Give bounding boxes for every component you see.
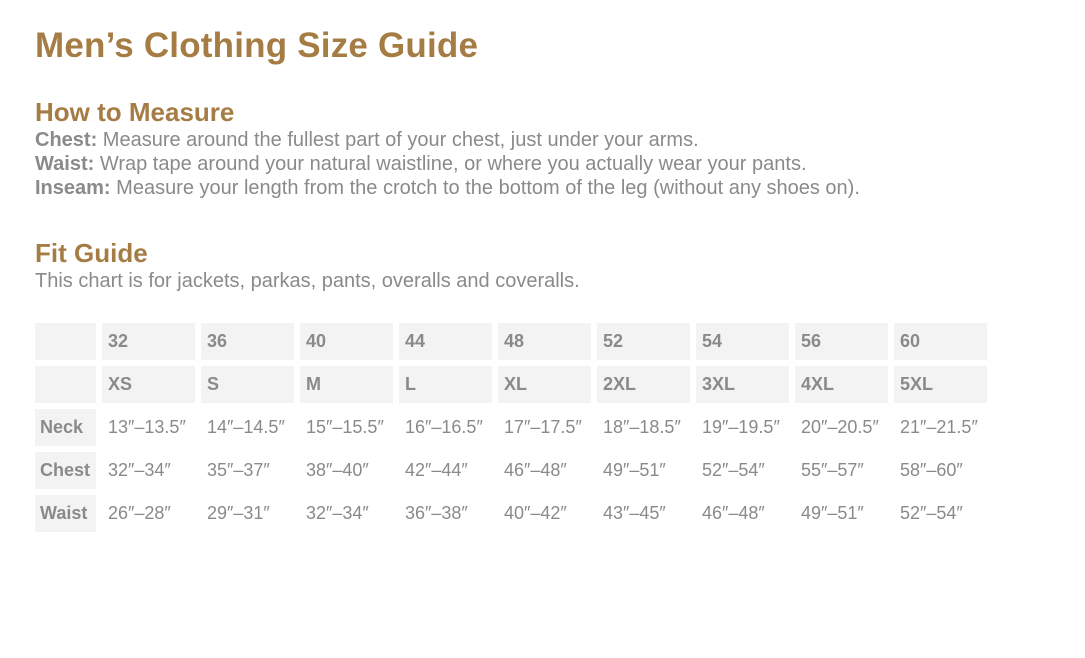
table-cell: 19″–19.5″ — [702, 417, 780, 437]
size-cell: 60 — [894, 323, 987, 360]
table-corner-cell — [35, 366, 96, 403]
table-cell: 21″–21.5″ — [900, 417, 978, 437]
measure-inseam-label: Inseam: — [35, 177, 111, 199]
size-cell: L — [399, 366, 492, 403]
table-cell: 32″–34″ — [306, 503, 369, 523]
table-cell: 16″–16.5″ — [405, 417, 483, 437]
size-cell: 52 — [597, 323, 690, 360]
table-cell: 29″–31″ — [207, 503, 270, 523]
measure-inseam — [35, 176, 1085, 200]
numeric-size-row — [35, 323, 987, 360]
size-cell: 56 — [795, 323, 888, 360]
table-cell: 20″–20.5″ — [801, 417, 879, 437]
size-cell: 4XL — [795, 366, 888, 403]
measure-waist-text: Wrap tape around your natural waistline, or where you actually wear your pants. — [99, 153, 807, 175]
size-cell: 44 — [399, 323, 492, 360]
table-cell: 42″–44″ — [405, 460, 468, 480]
size-cell: 32 — [102, 323, 195, 360]
table-cell: 58″–60″ — [900, 460, 963, 480]
letter-size-row — [35, 366, 987, 403]
measure-chest — [35, 128, 1085, 152]
table-cell: 52″–54″ — [702, 460, 765, 480]
table-row — [35, 409, 987, 446]
table-cell: 26″–28″ — [108, 503, 171, 523]
page-title: Men’s Clothing Size Guide — [35, 26, 479, 65]
table-cell: 35″–37″ — [207, 460, 270, 480]
size-cell: XS — [102, 366, 195, 403]
table-row — [35, 452, 987, 489]
size-cell: 40 — [300, 323, 393, 360]
table-row — [35, 495, 987, 532]
size-cell: 3XL — [696, 366, 789, 403]
table-cell: 15″–15.5″ — [306, 417, 384, 437]
size-cell: 5XL — [894, 366, 987, 403]
table-cell: 32″–34″ — [108, 460, 171, 480]
size-cell: XL — [498, 366, 591, 403]
row-header-waist: Waist — [35, 495, 96, 532]
table-cell: 43″–45″ — [603, 503, 666, 523]
table-cell: 40″–42″ — [504, 503, 567, 523]
fit-guide-heading: Fit Guide — [35, 238, 148, 268]
measure-waist — [35, 152, 1085, 176]
size-chart-table — [29, 317, 993, 538]
measure-chest-text: Measure around the fullest part of your chest, just under your arms. — [102, 129, 699, 151]
how-to-measure-heading: How to Measure — [35, 97, 235, 127]
row-header-neck: Neck — [35, 409, 96, 446]
row-header-chest: Chest — [35, 452, 96, 489]
table-cell: 17″–17.5″ — [504, 417, 582, 437]
table-cell: 52″–54″ — [900, 503, 963, 523]
table-cell: 14″–14.5″ — [207, 417, 285, 437]
table-cell: 46″–48″ — [504, 460, 567, 480]
table-cell: 18″–18.5″ — [603, 417, 681, 437]
table-cell: 49″–51″ — [603, 460, 666, 480]
table-cell: 38″–40″ — [306, 460, 369, 480]
table-corner-cell — [35, 323, 96, 360]
size-cell: 36 — [201, 323, 294, 360]
size-cell: S — [201, 366, 294, 403]
measure-chest-label: Chest: — [35, 129, 98, 151]
measure-inseam-text: Measure your length from the crotch to the bottom of the leg (without any shoes on). — [116, 177, 860, 199]
size-cell: M — [300, 366, 393, 403]
table-cell: 13″–13.5″ — [108, 417, 186, 437]
measure-waist-label: Waist: — [35, 153, 95, 175]
table-cell: 36″–38″ — [405, 503, 468, 523]
size-cell: 54 — [696, 323, 789, 360]
fit-guide-intro: This chart is for jackets, parkas, pants, overalls and coveralls. — [35, 270, 580, 292]
table-cell: 49″–51″ — [801, 503, 864, 523]
size-cell: 2XL — [597, 366, 690, 403]
table-cell: 55″–57″ — [801, 460, 864, 480]
size-cell: 48 — [498, 323, 591, 360]
table-cell: 46″–48″ — [702, 503, 765, 523]
